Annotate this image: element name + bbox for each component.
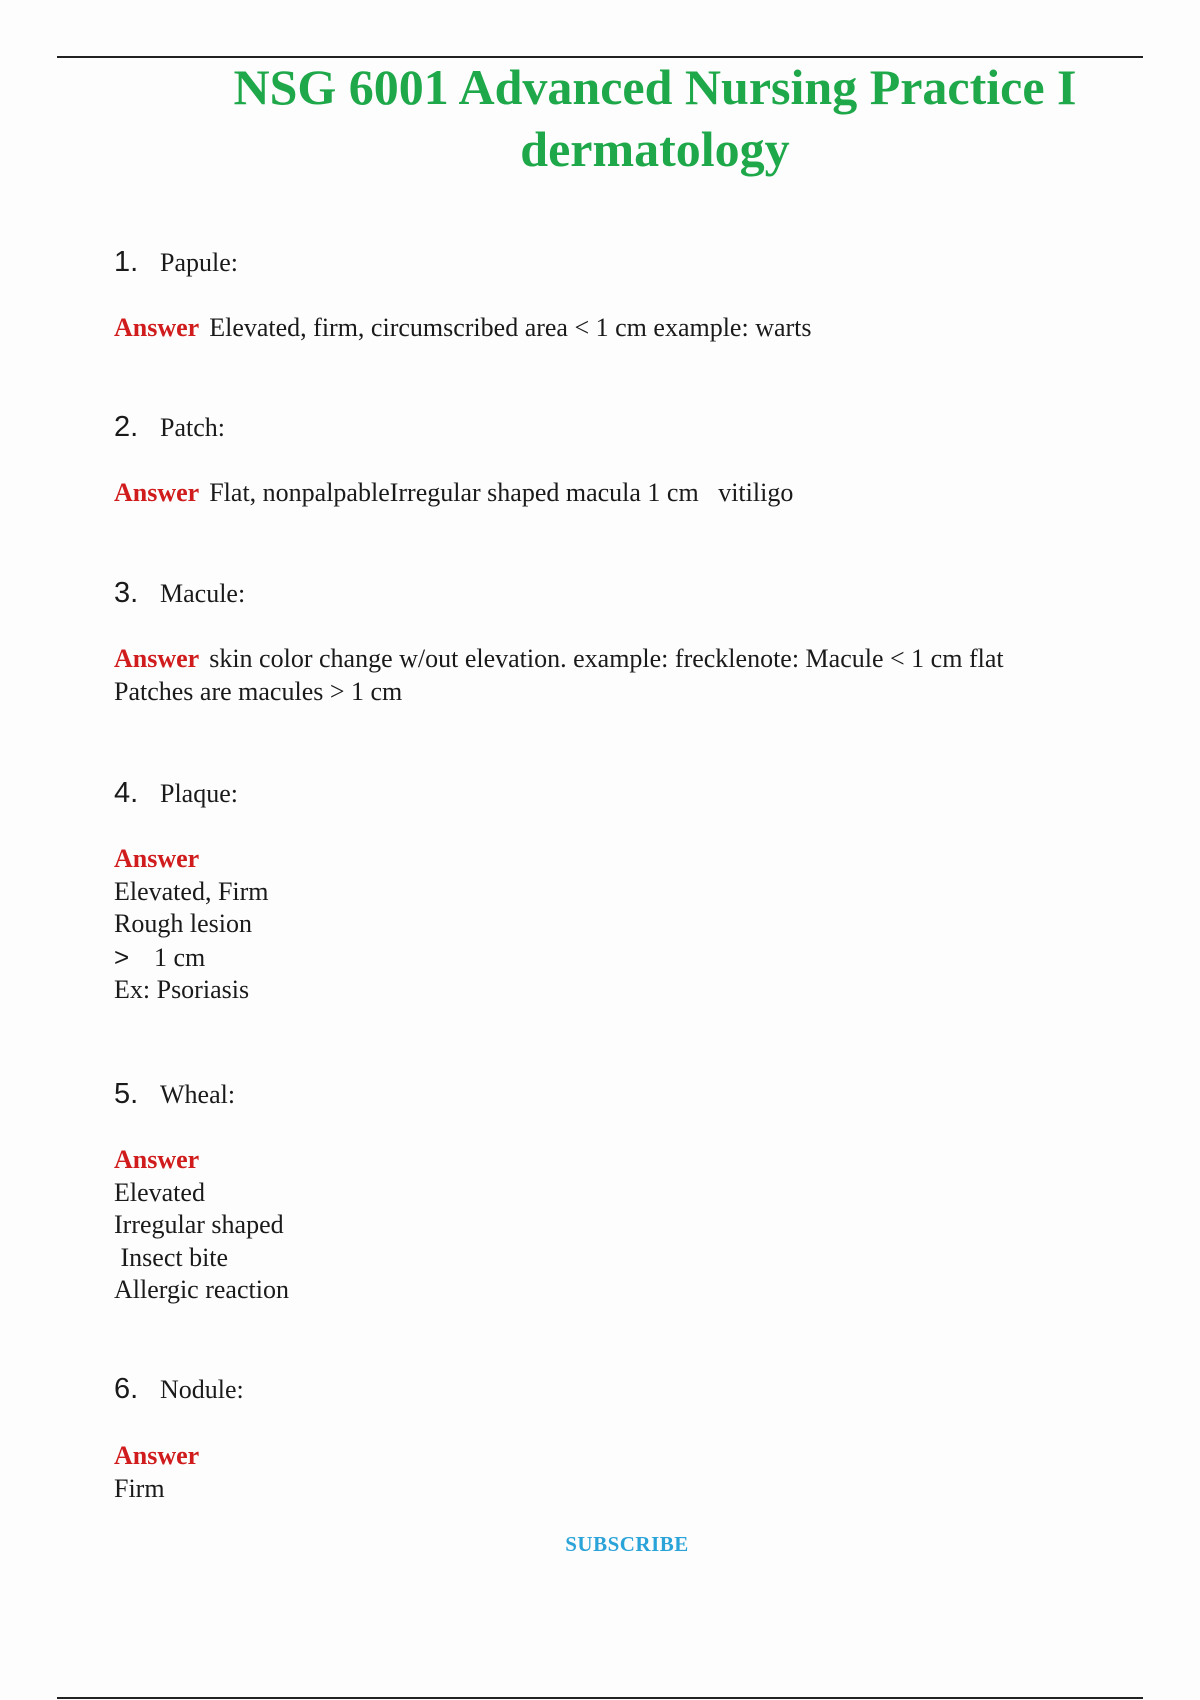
answer-label: Answer [114, 313, 200, 342]
question-number: 3. [114, 577, 139, 609]
question-term: Patch: [160, 413, 225, 442]
question-3 [114, 577, 245, 610]
answer-line: Elevated, Firm [114, 876, 269, 906]
answer-5 [114, 1144, 1094, 1307]
question-term: Macule: [160, 579, 246, 608]
answer-line: Irregular shaped [114, 1210, 284, 1239]
title-line-2: dermatology [520, 121, 790, 177]
document-title [57, 56, 1143, 180]
question-number: 1. [114, 246, 139, 278]
answer-4 [114, 843, 1094, 1007]
answer-label: Answer [114, 478, 200, 507]
answer-line: Ex: Psoriasis [114, 975, 250, 1004]
answer-line: Firm [114, 1473, 165, 1503]
answer-line: Rough lesion [114, 909, 252, 938]
question-term: Papule: [160, 248, 238, 277]
answer-label: Answer [114, 644, 200, 673]
answer-line: Patches are macules > 1 cm [114, 676, 403, 706]
question-number: 5. [114, 1078, 139, 1110]
answer-3 [114, 643, 1094, 708]
answer-line: Insect bite [114, 1242, 229, 1272]
question-number: 6. [114, 1373, 139, 1405]
question-5 [114, 1078, 235, 1111]
answer-text: Elevated, firm, circumscribed area < 1 cm example: warts [209, 313, 812, 342]
bottom-rule [57, 1697, 1143, 1699]
question-4 [114, 777, 238, 810]
question-number: 2. [114, 411, 139, 443]
answer-line: Allergic reaction [114, 1275, 289, 1304]
question-1 [114, 246, 238, 279]
question-number: 4. [114, 777, 139, 809]
answer-line: 1 cm [154, 942, 206, 972]
title-line-1: NSG 6001 Advanced Nursing Practice I [233, 59, 1077, 115]
answer-label: Answer [114, 1145, 200, 1174]
answer-2 [114, 477, 1094, 510]
answer-label: Answer [114, 1441, 200, 1470]
answer-line: skin color change w/out elevation. example: frecklenote: Macule < 1 cm flat [209, 644, 1004, 673]
subscribe-link[interactable]: SUBSCRIBE [565, 1532, 689, 1556]
question-term: Nodule: [160, 1375, 244, 1404]
answer-label: Answer [114, 844, 200, 873]
answer-1 [114, 312, 1094, 345]
answer-text: Flat, nonpalpableIrregular shaped macula 1 cm vitiligo [209, 478, 794, 507]
answer-6 [114, 1440, 1094, 1505]
question-term: Wheal: [160, 1080, 236, 1109]
greater-than-symbol: > [114, 941, 130, 972]
answer-line: Elevated [114, 1177, 205, 1207]
question-term: Plaque: [160, 779, 238, 808]
question-2 [114, 411, 225, 444]
question-6 [114, 1373, 244, 1406]
